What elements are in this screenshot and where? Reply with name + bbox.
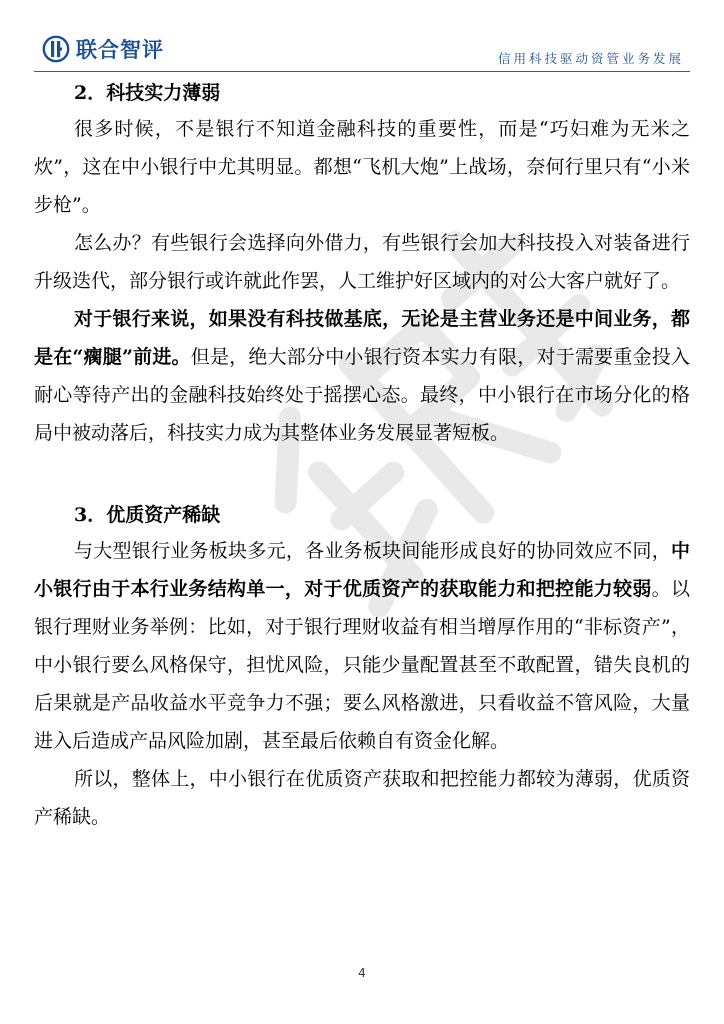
- page-header: [34, 30, 690, 74]
- paragraph: 怎么办？有些银行会选择向外借力，有些银行会加大科技投入对装备进行升级迭代，部分银行或许就此作罢，人工维护好区域内的对公大客户就好了。: [34, 232, 690, 292]
- brand-logo-icon: [42, 35, 70, 63]
- header-tagline: 信用科技驱动资管业务发展: [497, 51, 684, 66]
- section-heading: 3．优质资产稀缺: [74, 504, 221, 526]
- paragraph: [34, 532, 690, 760]
- paragraph-text: 。以银行理财业务举例：比如，对于银行理财收益有相当增厚作用的“非标资产”，中小银行要么风格保守，担忧风险，只能少量配置甚至不敢配置，错失良机的后果就是产品收益水平竞争力不强；要么风格激进，只看收益不管风险，大量进入后造成产品风险加剧，甚至最后依赖自有资金化解。: [34, 578, 690, 752]
- emphasis-text: 对于银行来说，如果没有科技做基底，无论是主营业务还是中间业务，都是在“瘸腿”前进。: [34, 308, 690, 368]
- header-divider: [34, 71, 690, 72]
- paragraph: [34, 300, 690, 452]
- paragraph-text: 与大型银行业务板块多元，各业务板块间能形成良好的协同效应不同，: [74, 540, 671, 562]
- paragraph: 很多时候，不是银行不知道金融科技的重要性，而是“巧妇难为无米之炊”，这在中小银行中尤其明显。都想“飞机大炮”上战场，奈何行里只有“小米步枪”。: [34, 118, 690, 216]
- document-body: [34, 76, 690, 836]
- paragraph-text: 但是，绝大部分中小银行资本实力有限，对于需要重金投入耐心等待产出的金融科技始终处于摇摆心态。最终，中小银行在市场分化的格局中被动落后，科技实力成为其整体业务发展显著短板。: [34, 346, 690, 444]
- emphasis-text: 中小银行由于本行业务结构单一，对于优质资产的获取能力和把控能力较弱: [34, 540, 690, 600]
- brand-logo: [42, 34, 164, 64]
- page-number: 4: [358, 966, 366, 980]
- paragraph: 所以，整体上，中小银行在优质资产获取和把控能力都较为薄弱，优质资产稀缺。: [34, 768, 690, 828]
- section-heading: 2．科技实力薄弱: [74, 82, 221, 104]
- brand-name: 联合智评: [76, 38, 164, 62]
